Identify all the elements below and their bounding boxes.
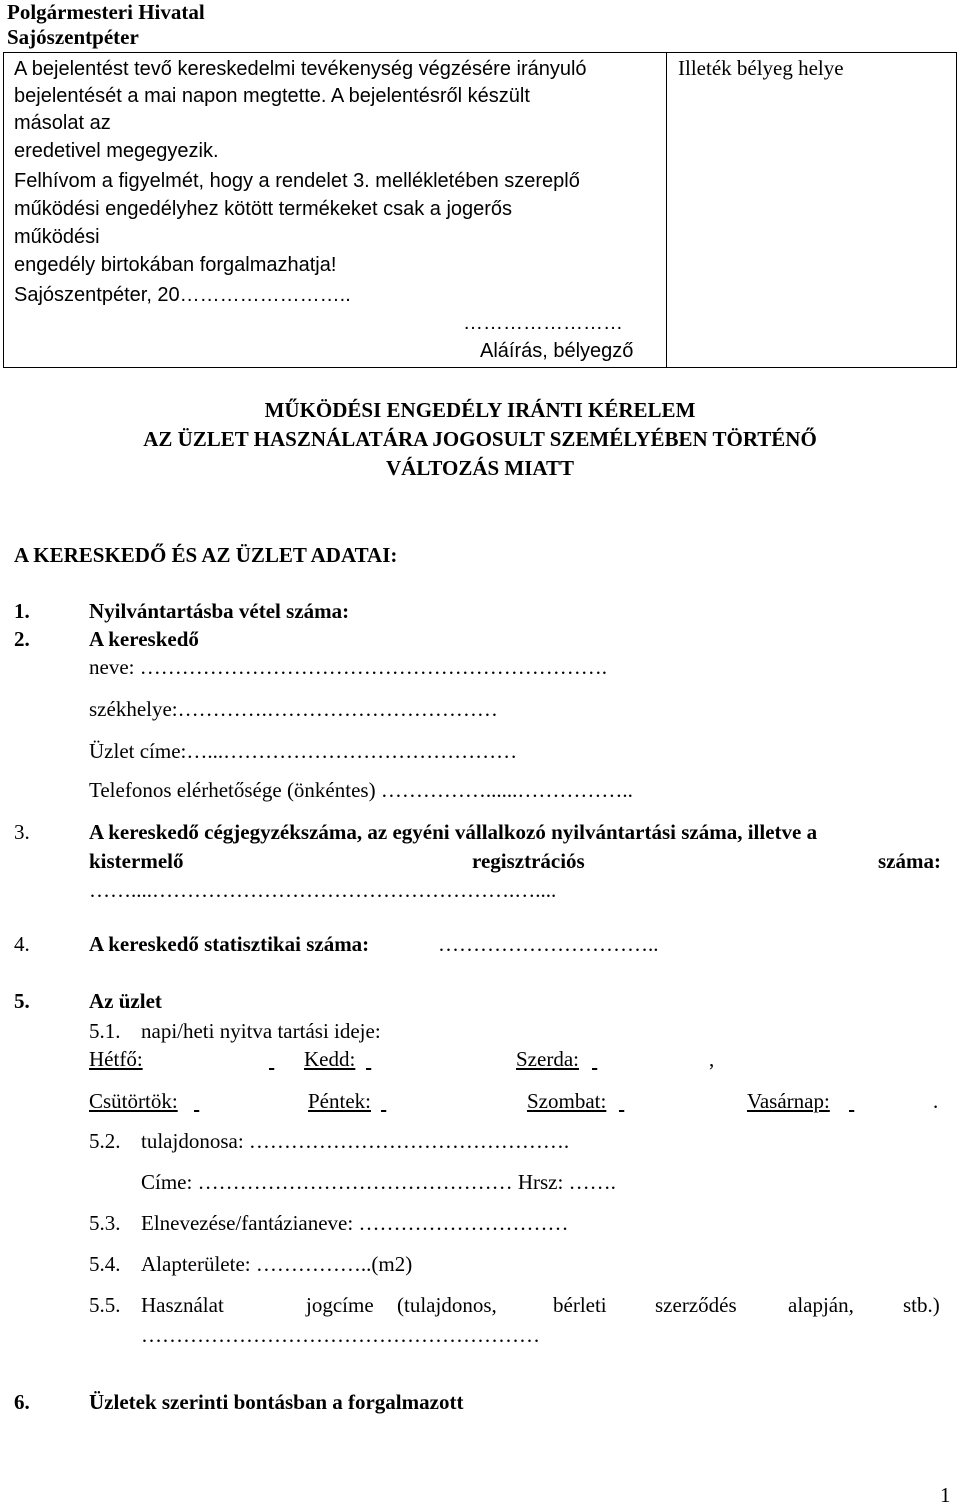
shop-name-field[interactable]: Elnevezése/fantázianeve: ………………………… xyxy=(141,1211,569,1235)
notice-line: bejelentését a mai napon megtette. A bejelentésről készült xyxy=(14,85,530,107)
usage-title-word: bérleti xyxy=(553,1293,607,1317)
item-number: 1. xyxy=(14,599,30,623)
trader-seat-field[interactable]: székhelye:………….…………………………… xyxy=(89,697,498,721)
usage-title-word: alapján, xyxy=(788,1293,854,1317)
signature-dots: …………………… xyxy=(463,312,623,334)
tuesday-label: Kedd: xyxy=(304,1047,356,1071)
trader-name-field[interactable]: neve: …………………………………………………………. xyxy=(89,655,607,679)
tuesday-blank[interactable] xyxy=(366,1046,515,1073)
opening-hours-label: napi/heti nyitva tartási ideje: xyxy=(141,1019,381,1043)
subitem-number: 5.2. xyxy=(89,1129,121,1153)
statistical-number-label: A kereskedő statisztikai száma: xyxy=(89,932,370,956)
usage-title-word: stb.) xyxy=(903,1293,940,1317)
form-title-line1: MŰKÖDÉSI ENGEDÉLY IRÁNTI KÉRELEM xyxy=(264,398,696,422)
sunday-label: Vasárnap: xyxy=(747,1089,830,1113)
notice-box-divider xyxy=(666,52,667,368)
saturday-blank[interactable] xyxy=(619,1088,747,1115)
subitem-number: 5.1. xyxy=(89,1019,121,1043)
signature-label: Aláírás, bélyegző xyxy=(480,340,634,362)
row1-end-comma: , xyxy=(709,1047,715,1071)
shop-label: Az üzlet xyxy=(89,989,162,1013)
company-reg-field[interactable]: ……....…………………………………………….….... xyxy=(89,878,557,902)
floor-area-field[interactable]: Alapterülete: ……………..(m2) xyxy=(141,1252,413,1276)
date-line: Sajószentpéter, 20…………………….. xyxy=(14,284,351,306)
row2-end-period: . xyxy=(933,1089,939,1113)
products-by-shop-label: Üzletek szerinti bontásban a forgalmazott xyxy=(89,1390,464,1414)
friday-blank[interactable] xyxy=(381,1088,527,1115)
notice-line: engedély birtokában forgalmazhatja! xyxy=(14,254,337,276)
item-number: 4. xyxy=(14,932,30,956)
monday-label: Hétfő: xyxy=(89,1047,143,1071)
wednesday-label: Szerda: xyxy=(516,1047,579,1071)
thursday-label: Csütörtök: xyxy=(89,1089,178,1113)
stamp-place-label: Illeték bélyeg helye xyxy=(678,56,844,80)
thursday-blank[interactable] xyxy=(194,1088,308,1115)
notice-line: Felhívom a figyelmét, hogy a rendelet 3. mellékletében szereplő xyxy=(14,170,580,192)
subitem-number: 5.4. xyxy=(89,1252,121,1276)
saturday-label: Szombat: xyxy=(527,1089,607,1113)
item-number: 6. xyxy=(14,1390,30,1414)
form-title-line2: AZ ÜZLET HASZNÁLATÁRA JOGOSULT SZEMÉLYÉBEN TÖRTÉNŐ xyxy=(143,427,817,451)
company-reg-word: száma: xyxy=(878,849,941,873)
opening-days-row-1 xyxy=(89,1046,717,1073)
office-name: Polgármesteri Hivatal xyxy=(7,0,205,24)
phone-field[interactable]: Telefonos elérhetősége (önkéntes) ……………......…………….. xyxy=(89,778,633,802)
item-number: 5. xyxy=(14,989,30,1013)
friday-label: Péntek: xyxy=(308,1089,371,1113)
town-name: Sajószentpéter xyxy=(7,25,139,49)
usage-title-word: szerződés xyxy=(655,1293,737,1317)
section-heading: A KERESKEDŐ ÉS AZ ÜZLET ADATAI: xyxy=(14,543,398,567)
company-reg-label-line1: A kereskedő cégjegyzékszáma, az egyéni vállalkozó nyilvántartási száma, illetve a xyxy=(89,820,818,844)
wednesday-blank[interactable] xyxy=(592,1046,706,1073)
sunday-blank[interactable] xyxy=(849,1088,932,1115)
usage-title-word: jogcíme xyxy=(306,1293,374,1317)
owner-field[interactable]: tulajdonosa: ………………………………………. xyxy=(141,1129,570,1153)
subitem-number: 5.5. xyxy=(89,1293,121,1317)
notice-line: működési engedélyhez kötött termékeket csak a jogerős xyxy=(14,198,513,220)
trader-label: A kereskedő xyxy=(89,627,199,651)
opening-days-row-2 xyxy=(89,1088,949,1115)
monday-blank[interactable] xyxy=(269,1046,303,1073)
usage-title-word: Használat xyxy=(141,1293,224,1317)
shop-address-field[interactable]: Üzlet címe:…...…………………………………… xyxy=(89,739,518,763)
item-number: 3. xyxy=(14,820,30,844)
company-reg-word: kistermelő xyxy=(89,849,184,873)
form-title-line3: VÁLTOZÁS MIATT xyxy=(385,456,575,480)
company-reg-word: regisztrációs xyxy=(472,849,585,873)
notice-line: eredetivel megegyezik. xyxy=(14,140,219,162)
subitem-number: 5.3. xyxy=(89,1211,121,1235)
item-number: 2. xyxy=(14,627,30,651)
notice-line: működési xyxy=(14,226,100,248)
notice-line: másolat az xyxy=(14,112,111,134)
statistical-number-field[interactable]: ………………………….. xyxy=(438,932,659,956)
registration-number-label: Nyilvántartásba vétel száma: xyxy=(89,599,350,623)
page-number: 1 xyxy=(940,1483,951,1507)
usage-title-field[interactable]: ………………………………………………… xyxy=(141,1323,540,1347)
usage-title-word: (tulajdonos, xyxy=(397,1293,497,1317)
notice-line: A bejelentést tevő kereskedelmi tevékenység végzésére irányuló xyxy=(14,58,587,80)
owner-address-field[interactable]: Címe: ……………………………………… Hrsz: ……. xyxy=(141,1170,616,1194)
